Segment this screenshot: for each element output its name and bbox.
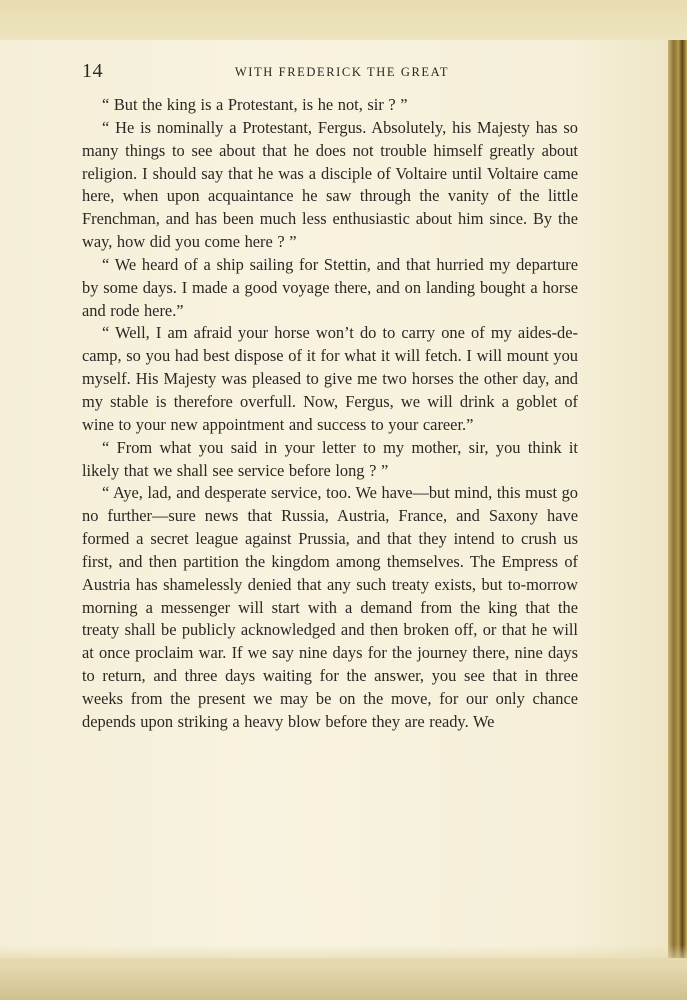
body-text <box>82 94 578 734</box>
scan-bottom-shadow <box>0 945 687 1000</box>
paragraph: “ Aye, lad, and desperate service, too. We have—but mind, this must go no further—sure news that Russia, Austria, France, and Saxony have formed a secret league against Prussia, and that they intend to crush us first, and then partition the kingdom among themselves. The Empress of Austria has shamelessly denied that any such treaty exists, but to-morrow morning a messenger will start with a demand from the king that the treaty shall be publicly acknowledged and then broken off, or that he will at once proclaim war. If we say nine days for the journey there, nine days to return, and three days waiting for the answer, you see that in three weeks from the present we may be on the move, for our only chance depends upon striking a heavy blow before they are ready. We <box>82 483 578 731</box>
running-head: WITH FREDERICK THE GREAT <box>234 65 450 79</box>
paragraph: “ He is nominally a Protestant, Fergus. Absolutely, his Majesty has so many things to see about that he does not trouble himself greatly about religion. I should say that he was a disciple of Voltaire until Voltaire came here, when upon acquaintance he saw through the vanity of the little Frenchman, and has been much less enthusiastic about him since. By the way, how did you come here ? ” <box>82 117 578 252</box>
paragraph: “ Well, I am afraid your horse won’t do to carry one of my aides-de-camp, so you had best dispose of it for what it will fetch. I will mount you myself. His Majesty was pleased to give me two horses the other day, and my stable is therefore overfull. Now, Fergus, we will drink a goblet of wine to your new appointment and success to your career.” <box>82 323 578 434</box>
paragraph: “ From what you said in your letter to my mother, sir, you think it likely that we shall see service before long ? ” <box>82 437 578 480</box>
page-number: 14 <box>82 60 103 82</box>
paragraph: “ We heard of a ship sailing for Stettin, and that hurried my departure by some days. I made a good voyage there, and on landing bought a horse and rode here.” <box>82 254 578 320</box>
page-edge-binding <box>668 40 687 958</box>
paragraph: “ But the king is a Protestant, is he not, sir ? ” <box>102 95 408 114</box>
page-header <box>82 60 578 88</box>
